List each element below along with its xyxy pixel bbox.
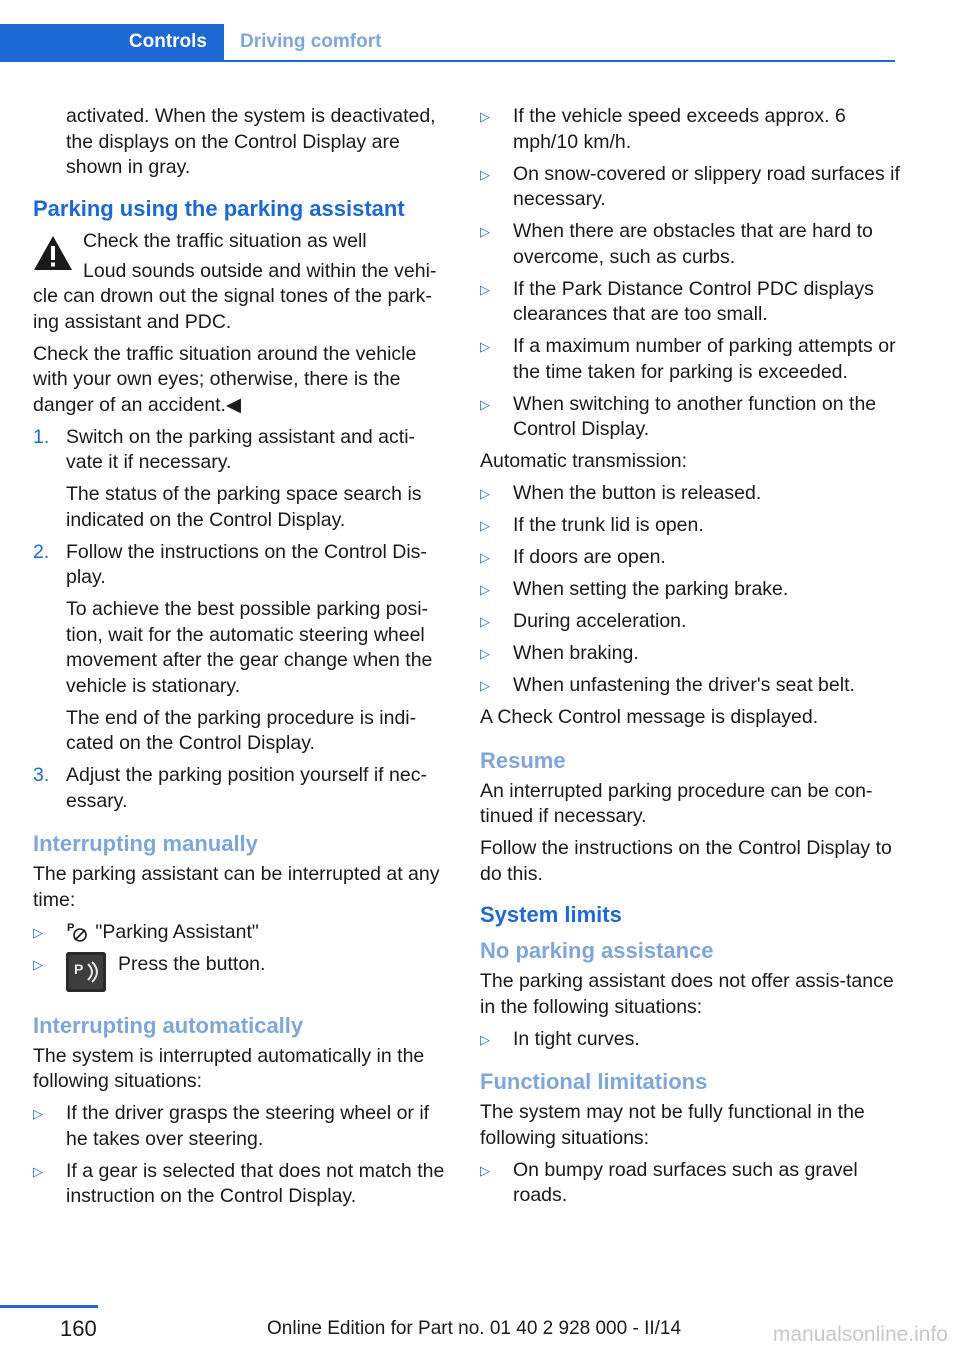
- list-item: [480, 641, 900, 667]
- list-item: [33, 952, 451, 996]
- list-item: [480, 513, 900, 539]
- list-item-text: When there are obstacles that are hard to overcome, such as curbs.: [513, 220, 873, 268]
- func-list: [480, 1158, 900, 1209]
- list-item-text: On snow-covered or slippery road surfaces if necessary.: [513, 162, 900, 210]
- list-item-text: On bumpy road surfaces such as gravel roads.: [513, 1158, 858, 1206]
- step-subtext: The status of the parking space search is indicated on the Control Display.: [66, 483, 422, 531]
- step-number: 1.: [33, 425, 50, 448]
- manual-item-parking-assistant: "Parking Assistant": [95, 920, 259, 943]
- bullet-icon: ▷: [33, 1106, 43, 1121]
- list-item-text: When braking.: [513, 642, 639, 664]
- list-item-text: If the vehicle speed exceeds approx. 6 mph/10 km/h.: [513, 105, 846, 153]
- list-item-text: If a maximum number of parking attempts or the time taken for parking is exceeded.: [513, 335, 896, 383]
- step-item: [33, 763, 451, 814]
- list-item-text: If the trunk lid is open.: [513, 514, 704, 536]
- bullet-icon: ▷: [480, 550, 490, 565]
- list-item-text: When the button is released.: [513, 482, 762, 504]
- check-control-msg: A Check Control message is displayed.: [480, 706, 819, 728]
- list-item-text: If the driver grasps the steering wheel or if he takes over steering.: [66, 1102, 430, 1150]
- svg-text:P: P: [74, 960, 84, 977]
- bullet-icon: ▷: [33, 924, 43, 940]
- bullet-icon: ▷: [480, 614, 490, 629]
- list-item: [480, 392, 900, 443]
- list-item: [480, 481, 900, 507]
- list-item-text: When switching to another function on the Control Display.: [513, 392, 877, 440]
- svg-text:P: P: [67, 922, 75, 935]
- list-item: [480, 577, 900, 603]
- list-item: [480, 609, 900, 635]
- list-item: [480, 545, 900, 571]
- list-item-text: If a gear is selected that does not match the instruction on the Control Display.: [66, 1159, 445, 1207]
- bullet-icon: ▷: [480, 678, 490, 693]
- list-item-text: When unfastening the driver's seat belt.: [513, 674, 855, 696]
- step-subtext: The end of the parking procedure is indi‐cated on the Control Display.: [66, 706, 417, 754]
- bullet-icon: ▷: [480, 396, 490, 412]
- bullet-icon: ▷: [480, 486, 490, 501]
- bullet-icon: ▷: [33, 956, 43, 972]
- func-text: The system may not be fully functional in the following situations:: [480, 1101, 865, 1149]
- list-item-text: During acceleration.: [513, 610, 687, 632]
- auto-list: [33, 1101, 451, 1210]
- auto-trans-label: Automatic transmission:: [480, 450, 687, 472]
- list-item: [480, 277, 900, 328]
- tab-driving-comfort[interactable]: Driving comfort: [240, 31, 382, 53]
- step-number: 2.: [33, 540, 50, 563]
- manual-item-press-button: Press the button.: [118, 952, 266, 975]
- steps-list: [33, 425, 451, 815]
- bullet-icon: ▷: [480, 1031, 490, 1047]
- parking-assistant-icon: [66, 921, 90, 943]
- warning-text2: Check the traffic situation around the vehicle with your own eyes; otherwise, there is the danger of an accident.◀: [33, 342, 417, 416]
- step-text: Adjust the parking position yourself if nec‐essary.: [66, 764, 427, 812]
- step-text: Follow the instructions on the Control Dis‐play.: [66, 540, 427, 588]
- list-item: [480, 1158, 900, 1209]
- list-item: [480, 1027, 900, 1053]
- page-header: [0, 24, 895, 62]
- bullet-icon: ▷: [480, 224, 490, 239]
- bullet-icon: ▷: [480, 109, 490, 124]
- list-item: [33, 920, 451, 946]
- bullet-icon: ▷: [480, 1162, 490, 1178]
- list-item: [480, 162, 900, 213]
- list-item: [33, 1159, 451, 1210]
- manual-list: [33, 920, 451, 996]
- resume-text2: Follow the instructions on the Control Display to do this.: [480, 837, 892, 885]
- right-column: [480, 104, 900, 1215]
- warning-text-body: Loud sounds outside and within the vehi‐cle can drown out the signal tones of the park‐ing assistant and PDC.: [33, 259, 437, 333]
- heading-system-limits: System limits: [480, 902, 622, 927]
- list-item-text: In tight curves.: [513, 1027, 640, 1050]
- list-item: [480, 104, 900, 155]
- heading-interrupt-manual: Interrupting manually: [33, 831, 258, 856]
- heading-no-assist: No parking assistance: [480, 938, 714, 963]
- footer-rule: [0, 1305, 98, 1308]
- bullet-icon: ▷: [33, 1163, 43, 1179]
- heading-interrupt-auto: Interrupting automatically: [33, 1012, 304, 1038]
- warning-block: [33, 229, 451, 277]
- list-item-text: When setting the parking brake.: [513, 578, 789, 600]
- heading-func-limits: Functional limitations: [480, 1069, 708, 1094]
- watermark: manualsonline.info: [772, 1323, 948, 1346]
- page-number: 160: [60, 1316, 97, 1341]
- heading-resume: Resume: [480, 747, 566, 773]
- step-item: [33, 425, 451, 534]
- manual-text: The parking assistant can be interrupted at any time:: [33, 863, 440, 911]
- step-item: [33, 540, 451, 757]
- step-number: 3.: [33, 764, 50, 786]
- bullet-icon: ▷: [480, 166, 490, 182]
- intro-text: activated. When the system is deactivated, the displays on the Control Display are shown in gray.: [66, 105, 436, 178]
- footer-edition: Online Edition for Part no. 01 40 2 928 000 - II/14: [267, 1318, 682, 1339]
- list-item-text: If doors are open.: [513, 546, 666, 568]
- interrupt-list-2: [480, 481, 900, 699]
- bullet-icon: ▷: [480, 646, 490, 661]
- list-item: [480, 673, 900, 699]
- step-subtext: To achieve the best possible parking posi‐tion, wait for the automatic steering wheel movement after the gear change when the vehicle is stationary.: [66, 598, 433, 697]
- parking-button-icon: [66, 952, 106, 992]
- auto-text: The system is interrupted automatically in the following situations:: [33, 1044, 425, 1092]
- bullet-icon: ▷: [480, 281, 490, 297]
- bullet-icon: ▷: [480, 582, 490, 597]
- list-item: [480, 334, 900, 385]
- warning-title: Check the traffic situation as well: [83, 229, 367, 252]
- list-item: [33, 1101, 451, 1152]
- tab-controls[interactable]: Controls: [0, 24, 224, 60]
- step-text: Switch on the parking assistant and acti‐vate it if necessary.: [66, 425, 416, 473]
- resume-text: An interrupted parking procedure can be con‐tinued if necessary.: [480, 779, 873, 827]
- heading-parking: Parking using the parking assistant: [33, 195, 405, 221]
- list-item: [480, 219, 900, 270]
- list-item-text: If the Park Distance Control PDC displays clearances that are too small.: [513, 277, 874, 325]
- no-assist-list: [480, 1027, 900, 1053]
- no-assist-text: The parking assistant does not offer assis‐tance in the following situations:: [480, 970, 894, 1018]
- left-column: [33, 104, 451, 1216]
- bullet-icon: ▷: [480, 518, 490, 533]
- bullet-icon: ▷: [480, 339, 490, 354]
- warning-triangle-icon: [33, 235, 73, 271]
- interrupt-list-1: [480, 104, 900, 443]
